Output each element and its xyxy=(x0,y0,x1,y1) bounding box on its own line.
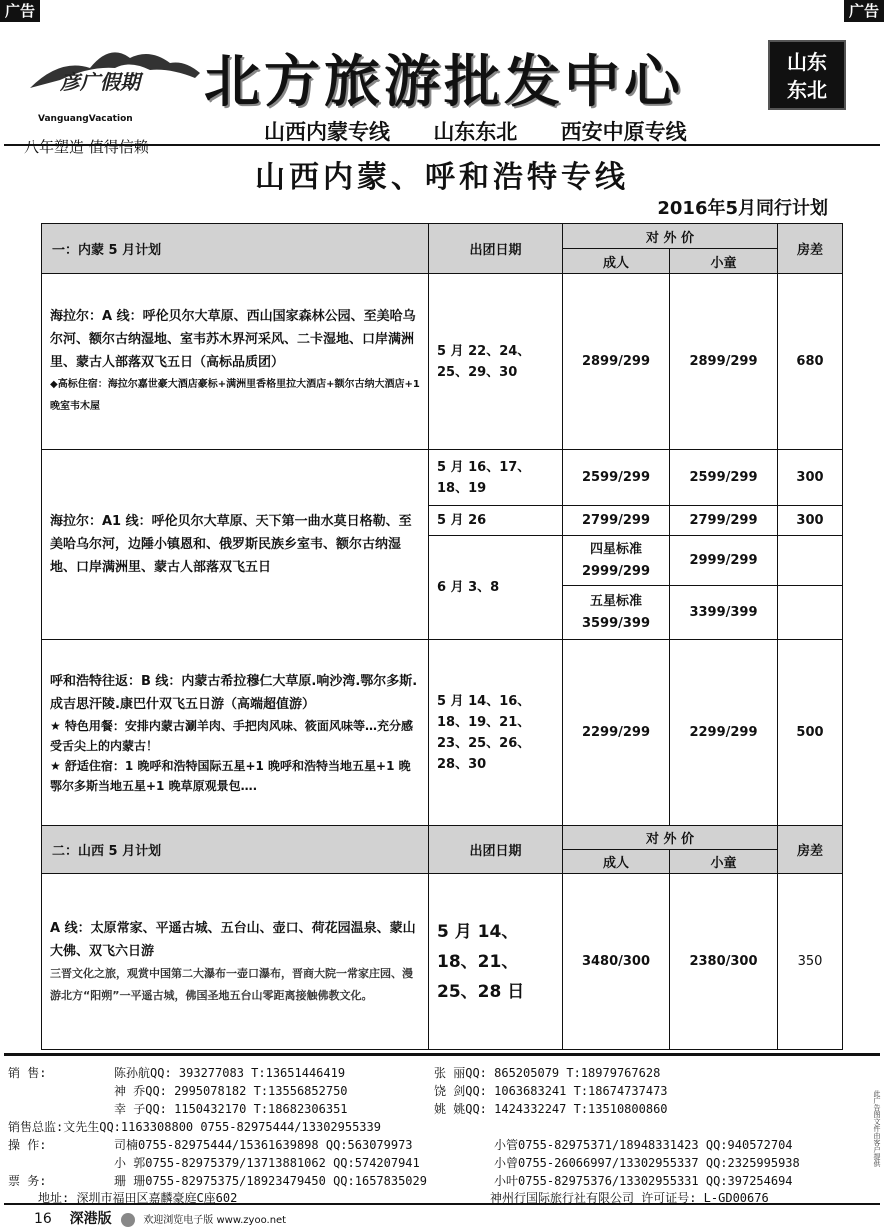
date-cell: 5 月 26 xyxy=(429,506,563,536)
route-cell xyxy=(42,640,429,826)
route-b-food: ★ 特色用餐：安排内蒙古涮羊肉、手把肉风味、筱面风味等…充分感受舌尖上的内蒙古！ xyxy=(50,718,413,753)
sales-contact: 张 丽QQ: 865205079 T:18979767628 xyxy=(434,1066,661,1080)
route-a-text: 海拉尔：A 线：呼伦贝尔大草原、西山国家森林公园、至美哈乌尔河、额尔古纳湿地、室韦苏木界河采风、二卡湿地、口岸满洲里、蒙古人部落双飞五日（高标品质团） xyxy=(50,309,416,370)
route-a-hotel: ◆高标住宿：海拉尔嘉世豪大酒店豪标+满洲里香格里拉大酒店+额尔古纳大酒店+1 晚室韦木屋 xyxy=(50,379,420,412)
child-price: 3399/399 xyxy=(670,586,778,640)
brand-english: VanguangVacation xyxy=(38,114,133,124)
adult-price: 2899/299 xyxy=(563,274,670,450)
footer xyxy=(34,1208,286,1228)
date-cell: 5 月 14、16、18、19、21、23、25、26、28、30 xyxy=(429,640,563,826)
adult-price: 3480/300 xyxy=(563,874,670,1050)
publisher-logo-icon xyxy=(121,1213,135,1227)
adult-price: 2599/299 xyxy=(563,450,670,506)
brand-name: 彦广假期 xyxy=(60,70,140,94)
ticket-contact: 珊 珊0755-82975375/18923479450 QQ:1657835029 xyxy=(114,1174,427,1188)
child-price: 2899/299 xyxy=(670,274,778,450)
contact-block xyxy=(4,1053,880,1205)
line-list xyxy=(264,116,723,146)
ops-contact: 小曾0755-26066997/13302955337 QQ:2325995938 xyxy=(494,1156,800,1170)
route-cell xyxy=(42,274,429,450)
ticket-contact: 小叶0755-82975376/13302955331 QQ:397254694 xyxy=(494,1174,793,1188)
col-diff: 房差 xyxy=(778,826,843,874)
room-diff: 500 xyxy=(778,640,843,826)
sales-director: 销售总监:文先生QQ:1163308800 0755-82975444/13302955339 xyxy=(8,1120,381,1134)
route-b-hotel: ★ 舒适住宿：1 晚呼和浩特国际五星+1 晚呼和浩特当地五星+1 晚鄂尔多斯当地五星+1 晚草原观景包…. xyxy=(50,758,411,793)
room-diff: 680 xyxy=(778,274,843,450)
website-link[interactable]: 欢迎浏览电子版 www.zyoo.net xyxy=(143,1215,287,1226)
table-row xyxy=(42,874,843,1050)
ops-contact: 司楠0755-82975444/15361639898 QQ:563079973 xyxy=(114,1138,413,1152)
child-price: 2299/299 xyxy=(670,640,778,826)
price-table xyxy=(41,223,843,1050)
room-diff xyxy=(778,536,843,586)
line-item: 山东东北 xyxy=(433,120,518,144)
adult-price: 四星标准 2999/299 xyxy=(563,536,670,586)
badge-line-2: 东北 xyxy=(787,78,827,102)
table-row xyxy=(42,640,843,826)
date-cell: 6 月 3、8 xyxy=(429,536,563,640)
line-item: 西安中原专线 xyxy=(560,120,687,144)
table-row xyxy=(42,274,843,450)
col-date: 出团日期 xyxy=(429,826,563,874)
section-title-shanxi: 二：山西 5 月计划 xyxy=(42,826,429,874)
col-diff: 房差 xyxy=(778,224,843,274)
ops-contact: 小管0755-82975371/18948331423 QQ:940572704 xyxy=(494,1138,793,1152)
child-price: 2999/299 xyxy=(670,536,778,586)
route-cell xyxy=(42,874,429,1050)
address: 地址: 深圳市福田区嘉麟豪庭C座602 xyxy=(38,1191,238,1205)
sales-label: 销 售: xyxy=(8,1066,47,1080)
ad-label-right: 广告 xyxy=(844,0,884,22)
route-shanxi-desc: 三晋文化之旅，观赏中国第二大瀑布一壶口瀑布，晋商大院一常家庄园、漫游北方“阳朔”一平遥古城，佛国圣地五台山零距离接触佛教文化。 xyxy=(50,966,413,1002)
side-note: 此广告图文件由客户提供 xyxy=(873,1090,881,1167)
brand-logo xyxy=(20,38,200,156)
ticket-label: 票 务: xyxy=(8,1174,47,1188)
sales-contact: 姚 姚QQ: 1424332247 T:13510800860 xyxy=(434,1102,668,1116)
adult-price: 2299/299 xyxy=(563,640,670,826)
date-cell: 5 月 16、17、18、19 xyxy=(429,450,563,506)
route-b-text: 呼和浩特往返：B 线：内蒙古希拉穆仁大草原.响沙湾.鄂尔多斯.成吉思汗陵.康巴什双飞五日游（高端超值游） xyxy=(50,673,418,712)
header xyxy=(4,22,880,156)
region-badge xyxy=(768,40,846,110)
route-title: 山西内蒙、呼和浩特专线 xyxy=(255,160,629,195)
room-diff: 300 xyxy=(778,506,843,536)
ops-label: 操 作: xyxy=(8,1138,47,1152)
sales-contact: 幸 子QQ: 1150432170 T:18682306351 xyxy=(114,1102,348,1116)
section-header-row xyxy=(42,224,843,249)
table-row xyxy=(42,450,843,506)
date-cell: 5 月 22、24、25、29、30 xyxy=(429,274,563,450)
col-adult: 成人 xyxy=(563,850,670,874)
route-shanxi-text: A 线：太原常家、平遥古城、五台山、壶口、荷花园温泉、蒙山大佛、双飞六日游 xyxy=(50,920,416,959)
col-price: 对 外 价 xyxy=(563,826,778,850)
adult-price: 五星标准 3599/399 xyxy=(563,586,670,640)
slogan: 八年塑造 值得信赖 xyxy=(24,138,149,156)
child-price: 2380/300 xyxy=(670,874,778,1050)
route-a1-text: 海拉尔：A1 线：呼伦贝尔大草原、天下第一曲水莫日格勒、至美哈乌尔河，边陲小镇恩和、俄罗斯民族乡室韦、额尔古纳湿地、口岸满洲里、蒙古人部落双飞五日 xyxy=(42,450,429,640)
child-price: 2799/299 xyxy=(670,506,778,536)
room-diff: 300 xyxy=(778,450,843,506)
child-price: 2599/299 xyxy=(670,450,778,506)
edition: 深港版 xyxy=(69,1211,112,1227)
col-child: 小童 xyxy=(670,249,778,274)
sales-contact: 陈孙航QQ: 393277083 T:13651446419 xyxy=(114,1066,346,1080)
room-diff: 350 xyxy=(778,874,843,1050)
col-price: 对 外 价 xyxy=(563,224,778,249)
date-cell: 5 月 14、18、21、25、28 日 xyxy=(429,874,563,1050)
adult-price: 2799/299 xyxy=(563,506,670,536)
section-title-mongolia: 一：内蒙 5 月计划 xyxy=(42,224,429,274)
sales-contact: 饶 剑QQ: 1063683241 T:18674737473 xyxy=(434,1084,668,1098)
room-diff xyxy=(778,586,843,640)
col-child: 小童 xyxy=(670,850,778,874)
col-adult: 成人 xyxy=(563,249,670,274)
line-item: 山西内蒙专线 xyxy=(264,120,390,144)
page-title: 北方旅游批发中心 xyxy=(204,50,684,115)
plan-title: 2016年5月同行计划 xyxy=(657,198,828,219)
ops-contact: 小 郭0755-82975379/13713881062 QQ:574207941 xyxy=(114,1156,420,1170)
ad-label-left: 广告 xyxy=(0,0,40,22)
page-number: 16 xyxy=(34,1211,52,1227)
sales-contact: 神 乔QQ: 2995078182 T:13556852750 xyxy=(114,1084,348,1098)
section-header-row xyxy=(42,826,843,850)
badge-line-1: 山东 xyxy=(787,50,827,74)
company-license: 神州行国际旅行社有限公司 许可证号: L-GD00676 xyxy=(490,1191,769,1205)
col-date: 出团日期 xyxy=(429,224,563,274)
